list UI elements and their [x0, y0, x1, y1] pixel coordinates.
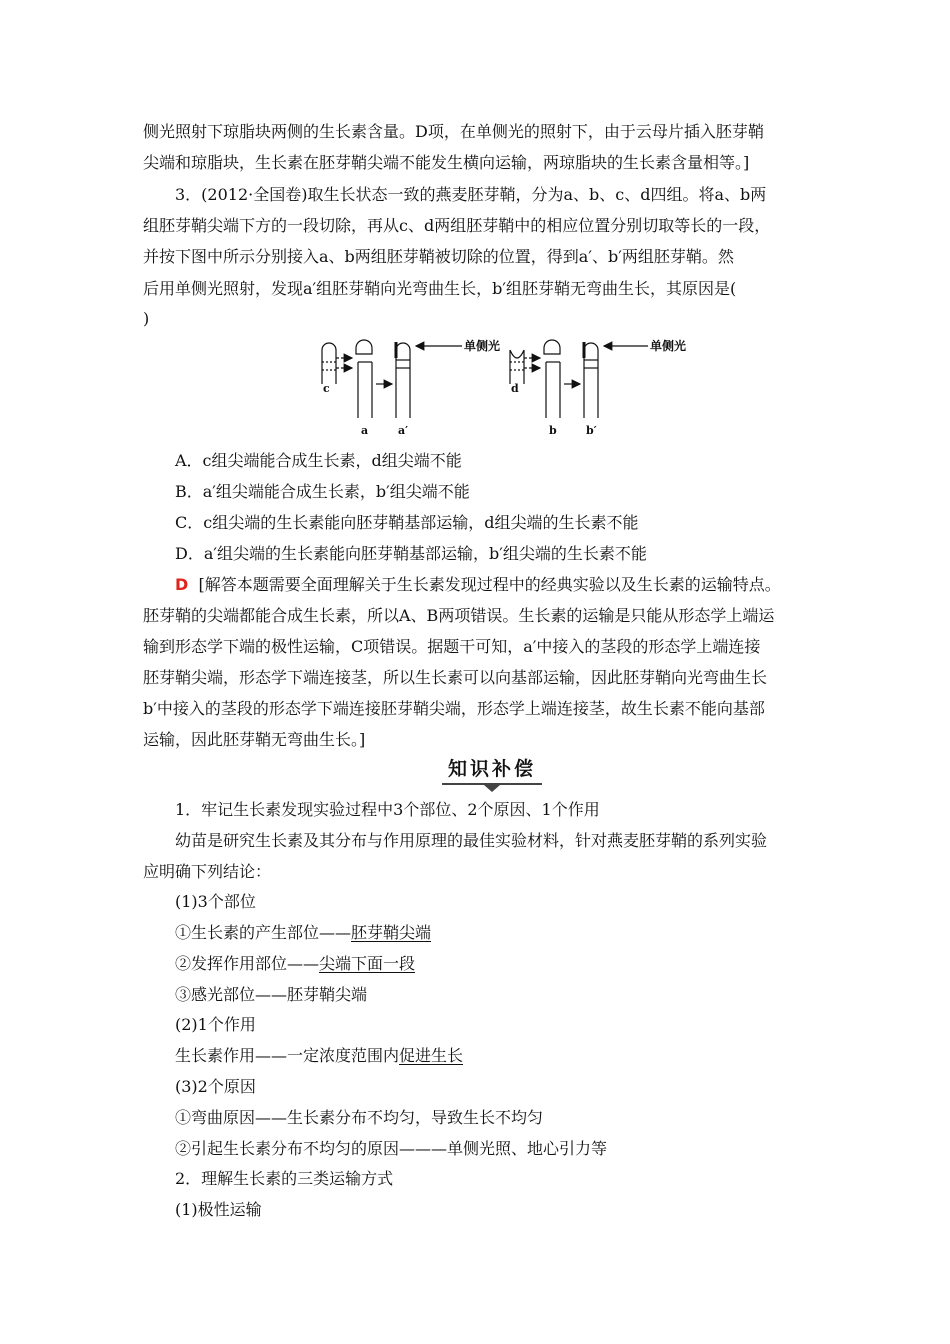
sub3-title: (3)2个原因 [175, 1077, 256, 1096]
light-label-1: 单侧光 [464, 339, 501, 353]
point-1-prefix: ①生长素的产生部位—— [175, 923, 352, 942]
section-intro-1: 幼苗是研究生长素及其分布与作用原理的最佳实验材料，针对燕麦胚芽鞘的系列实验 [175, 831, 768, 850]
effect-line [175, 1045, 463, 1067]
label-a: a [361, 424, 369, 437]
intro-line-2: 尖端和琼脂块，生长素在胚芽鞘尖端不能发生横向运输，两琼脂块的生长素含量相等。] [143, 153, 750, 172]
light-label-2: 单侧光 [650, 339, 687, 353]
section-heading-text: 知识补偿 [447, 758, 536, 780]
heading-triangle-icon [484, 785, 500, 792]
point-1 [175, 922, 431, 944]
option-c: C．c组尖端的生长素能向胚芽鞘基部运输，d组尖端的生长素不能 [175, 513, 639, 532]
item2-title: 2．理解生长素的三类运输方式 [175, 1169, 394, 1188]
tip-piece-c [356, 340, 372, 354]
seedling-a [358, 362, 372, 418]
question-line-3: 并按下图中所示分别接入a、b两组胚芽鞘被切除的位置，得到a′、b′两组胚芽鞘。然 [143, 247, 734, 266]
question-line-4: 后用单侧光照射，发现a′组胚芽鞘向光弯曲生长，b′组胚芽鞘无弯曲生长，其原因是( [143, 279, 737, 298]
option-d: D．a′组尖端的生长素能向胚芽鞘基部运输，b′组尖端的生长素不能 [175, 544, 647, 563]
sub2-title: (2)1个作用 [175, 1015, 256, 1034]
experiment-figure [312, 336, 687, 440]
reason-2: ②引起生长素分布不均匀的原因———单侧光照、地心引力等 [175, 1139, 608, 1158]
answer-letter: D [175, 575, 189, 594]
item2-sub1: (1)极性运输 [175, 1200, 262, 1219]
seedling-c [322, 343, 336, 384]
answer-line-5: b′中接入的茎段的形态学下端连接胚芽鞘尖端，形态学上端连接茎，故生长素不能向基部 [143, 699, 765, 718]
seedling-a-prime [396, 343, 410, 418]
point-2 [175, 953, 415, 975]
reason-1: ①弯曲原因——生长素分布不均匀，导致生长不均匀 [175, 1108, 544, 1127]
answer-line-4: 胚芽鞘尖端，形态学下端连接茎，所以生长素可以向基部运输，因此胚芽鞘向光弯曲生长 [143, 668, 768, 687]
option-b: B．a′组尖端能合成生长素，b′组尖端不能 [175, 482, 470, 501]
point-2-underlined: 尖端下面一段 [319, 954, 416, 973]
label-c: c [323, 382, 330, 395]
intro-line-1: 侧光照射下琼脂块两侧的生长素含量。D项，在单侧光的照射下，由于云母片插入胚芽鞘 [143, 122, 764, 141]
label-b-prime: b′ [586, 424, 597, 437]
point-2-prefix: ②发挥作用部位—— [175, 954, 320, 973]
question-line-2: 组胚芽鞘尖端下方的一段切除，再从c、d两组胚芽鞘中的相应位置分别切取等长的一段， [143, 216, 771, 235]
answer-line-1 [175, 574, 781, 596]
label-b: b [549, 424, 557, 437]
seedling-d [510, 350, 524, 384]
effect-prefix: 生长素作用——一定浓度范围内 [175, 1046, 400, 1065]
question-line-5: ) [143, 309, 150, 328]
question-line-1: 3．(2012·全国卷)取生长状态一致的燕麦胚芽鞘，分为a、b、c、d四组。将a、b两 [175, 185, 767, 204]
answer-line-6: 运输，因此胚芽鞘无弯曲生长。] [143, 730, 366, 749]
label-d: d [511, 382, 519, 395]
point-1-underlined: 胚芽鞘尖端 [351, 923, 432, 942]
option-a: A．c组尖端能合成生长素，d组尖端不能 [175, 451, 462, 470]
tip-piece-d [544, 340, 560, 354]
answer-line-2: 胚芽鞘的尖端都能合成生长素，所以A、B两项错误。生长素的运输是只能从形态学上端运 [143, 606, 775, 625]
point-3: ③感光部位——胚芽鞘尖端 [175, 985, 368, 1004]
section-heading [440, 756, 544, 792]
effect-underlined: 促进生长 [399, 1046, 464, 1065]
answer-line-3: 输到形态学下端的极性运输，C项错误。据题干可知，a′中接入的茎段的形态学上端连接 [143, 637, 761, 656]
seedling-b-prime [584, 343, 598, 418]
section-intro-2: 应明确下列结论： [143, 862, 272, 881]
item1-title: 1．牢记生长素发现实验过程中3个部位、2个原因、1个作用 [175, 800, 600, 819]
sub1-title: (1)3个部位 [175, 892, 256, 911]
label-a-prime: a′ [398, 424, 409, 437]
answer-text-1: [解答本题需要全面理解关于生长素发现过程中的经典实验以及生长素的运输特点。 [198, 575, 781, 594]
seedling-b [546, 362, 560, 418]
